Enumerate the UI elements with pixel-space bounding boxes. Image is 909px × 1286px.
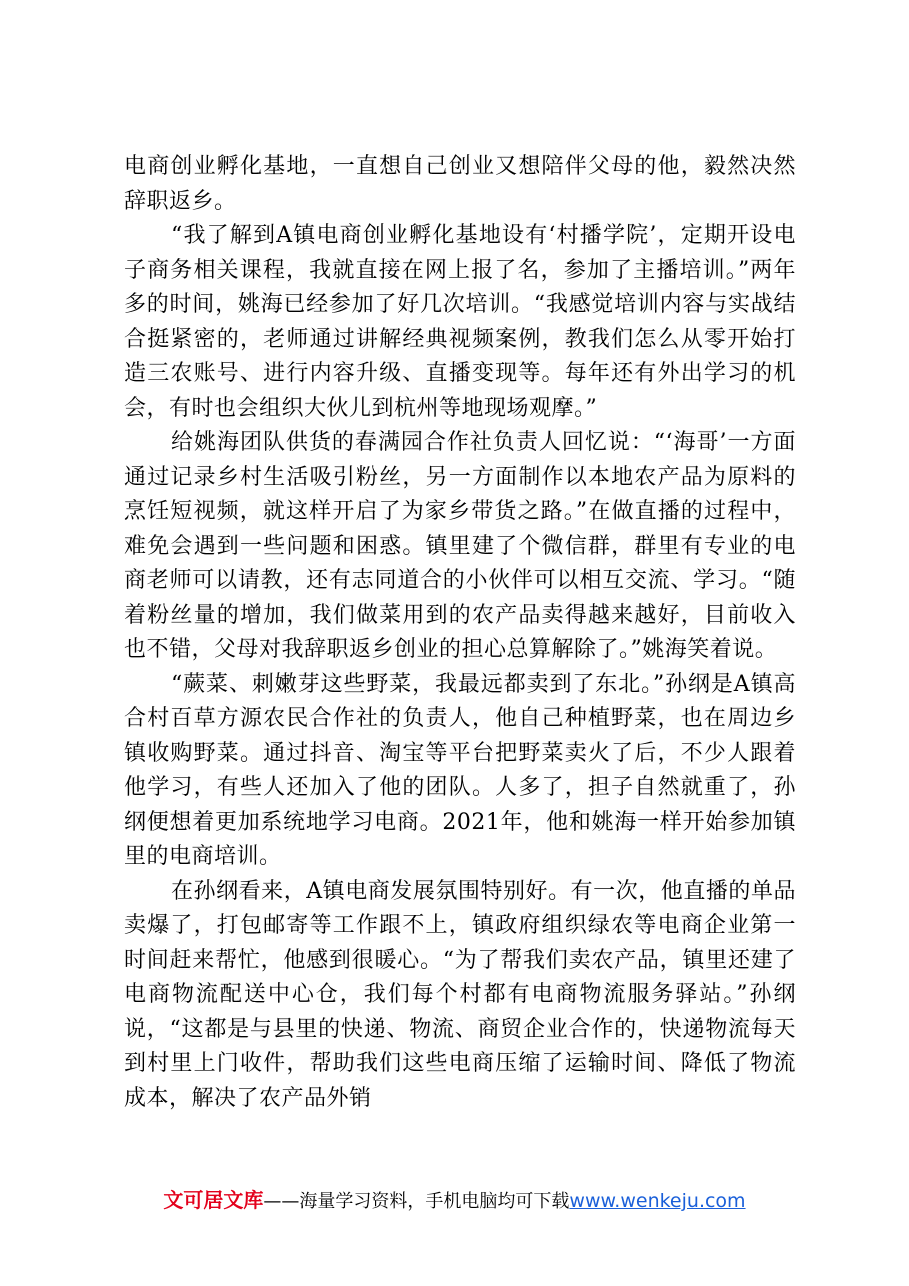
document-body xyxy=(124,150,796,1116)
footer-brand-name: 文可居文库 xyxy=(163,1188,264,1212)
paragraph-2: “我了解到A镇电商创业孵化基地设有‘村播学院’，定期开设电子商务相关课程，我就直接在网上报了名，参加了主播培训。”两年多的时间，姚海已经参加了好几次培训。“我感觉培训内容与实战结合挺紧密的，老师通过讲解经典视频案例，教我们怎么从零开始打造三农账号、进行内容升级、直播变现等。每年还有外出学习的机会，有时也会组织大伙儿到杭州等地现场观摩。” xyxy=(124,223,796,421)
paragraph-5: 在孙纲看来，A镇电商发展氛围特别好。有一次，他直播的单品卖爆了，打包邮寄等工作跟不上，镇政府组织绿农等电商企业第一时间赶来帮忙，他感到很暖心。“为了帮我们卖农产品，镇里还建了电商物流配送中心仓，我们每个村都有电商物流服务驿站。”孙纲说，“这都是与县里的快递、物流、商贸企业合作的，快递物流每天到村里上门收件，帮助我们这些电商压缩了运输时间、降低了物流成本，解决了农产品外销 xyxy=(124,878,796,1111)
paragraph-3: 给姚海团队供货的春满园合作社负责人回忆说：“‘海哥’一方面通过记录乡村生活吸引粉丝，另一方面制作以本地农产品为原料的烹饪短视频，就这样开启了为家乡带货之路。”在做直播的过程中，难免会遇到一些问题和困惑。镇里建了个微信群，群里有专业的电商老师可以请教，还有志同道合的小伙伴可以相互交流、学习。“随着粉丝量的增加，我们做菜用到的农产品卖得越来越好，目前收入也不错，父母对我辞职返乡创业的担心总算解除了。”姚海笑着说。 xyxy=(124,430,796,662)
page-footer xyxy=(0,1184,909,1213)
paragraph-1: 电商创业孵化基地，一直想自己创业又想陪伴父母的他，毅然决然辞职返乡。 xyxy=(124,154,796,214)
footer-dash: —— xyxy=(263,1191,300,1212)
footer-slogan: 海量学习资料，手机电脑均可下载 xyxy=(299,1191,570,1212)
footer-website-link[interactable]: www.wenkeju.com xyxy=(569,1190,746,1212)
paragraph-4: “蕨菜、刺嫩芽这些野菜，我最远都卖到了东北。”孙纲是A镇高合村百草方源农民合作社的负责人，他自己种植野菜，也在周边乡镇收购野菜。通过抖音、淘宝等平台把野菜卖火了后，不少人跟着他学习，有些人还加入了他的团队。人多了，担子自然就重了，孙纲便想着更加系统地学习电商。2021年，他和姚海一样开始参加镇里的电商培训。 xyxy=(124,671,796,869)
